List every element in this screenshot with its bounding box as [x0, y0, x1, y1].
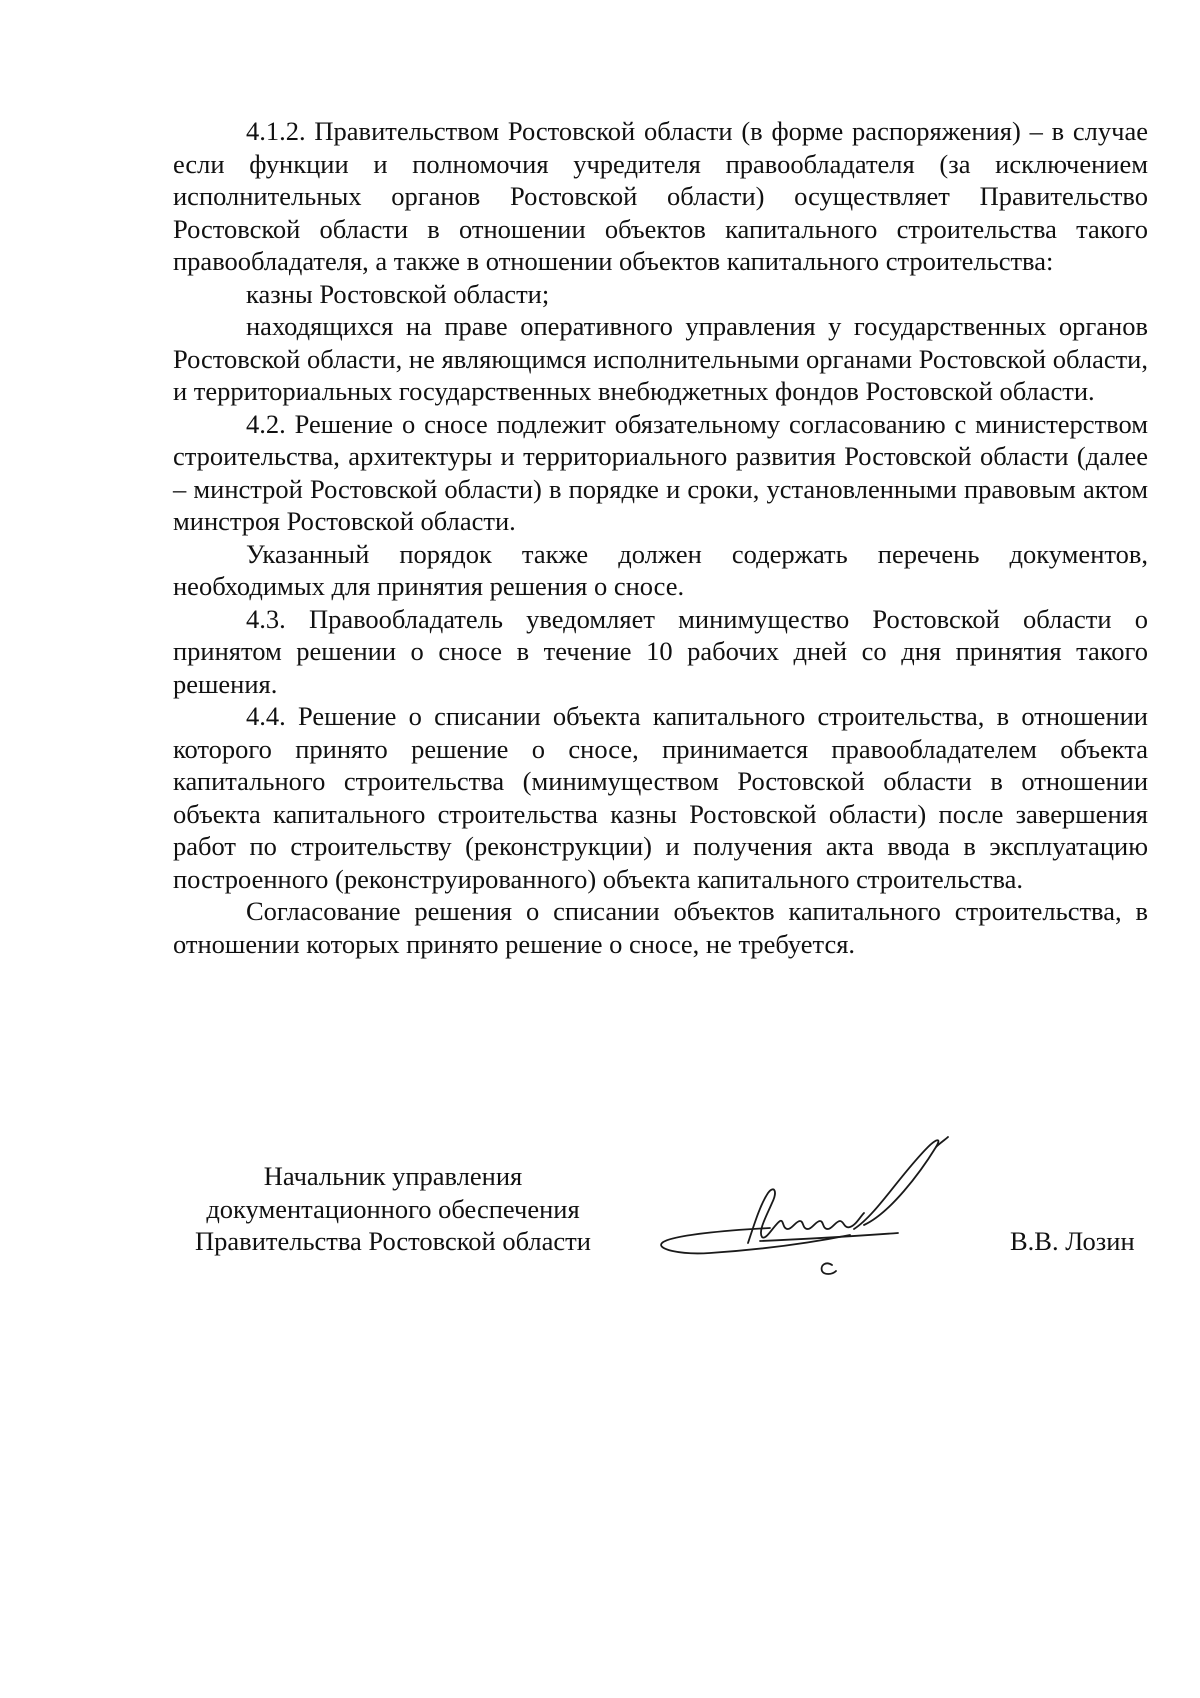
paragraph-operational-management: находящихся на праве оперативного управления у государственных органов Ростовской области, не являющимся исполнительными органами Ростовской области, и территориальных государственных внебюджетных фондов Ростовской области.: [173, 311, 1148, 406]
signatory-title: [173, 1160, 613, 1258]
handwritten-signature: [650, 1125, 990, 1295]
paragraph-4-4: 4.4. Решение о списании объекта капитального строительства, в отношении которого принято решение о сносе, принимается правообладателем объекта капитального строительства (минимуществом Ростовской области в отношении объекта капитального строительства казны Ростовской области) после завершения работ по строительству (реконструкции) и получения акта ввода в эксплуатацию построенного (реконструированного) объекта капитального строительства.: [173, 701, 1148, 894]
signature-block: [0, 1160, 1200, 1300]
paragraph-treasury: казны Ростовской области;: [246, 278, 550, 309]
paragraph-4-2: 4.2. Решение о сносе подлежит обязательному согласованию с министерством строительства, архитектуры и территориального развития Ростовской области (далее – минстрой Ростовской области) в порядке и сроки, установленными правовым актом минстроя Ростовской области.: [173, 408, 1148, 536]
paragraph-procedure: Указанный порядок также должен содержать перечень документов, необходимых для принятия решения о сносе.: [173, 538, 1148, 601]
paragraph-4-1-2: 4.1.2. Правительством Ростовской области (в форме распоряжения) – в случае если функции и полномочия учредителя правообладателя (за исключением исполнительных органов Ростовской области) осуществляет Правительство Ростовской области в отношении объектов капитального строительства такого правообладателя, а также в отношении объектов капитального строительства:: [173, 116, 1148, 276]
signatory-title-line: Правительства Ростовской области: [195, 1226, 591, 1256]
paragraph-4-3: 4.3. Правообладатель уведомляет минимущество Ростовской области о принятом решении о сносе в течение 10 рабочих дней со дня принятия такого решения.: [173, 603, 1148, 699]
paragraph-approval: Согласование решения о списании объектов капитального строительства, в отношении которых принято решение о сносе, не требуется.: [173, 896, 1148, 959]
signatory-title-line: документационного обеспечения: [206, 1193, 580, 1224]
document-body: [173, 115, 1148, 960]
signatory-name: В.В. Лозин: [1010, 1226, 1135, 1256]
signatory-title-line: Начальник управления: [263, 1161, 523, 1191]
